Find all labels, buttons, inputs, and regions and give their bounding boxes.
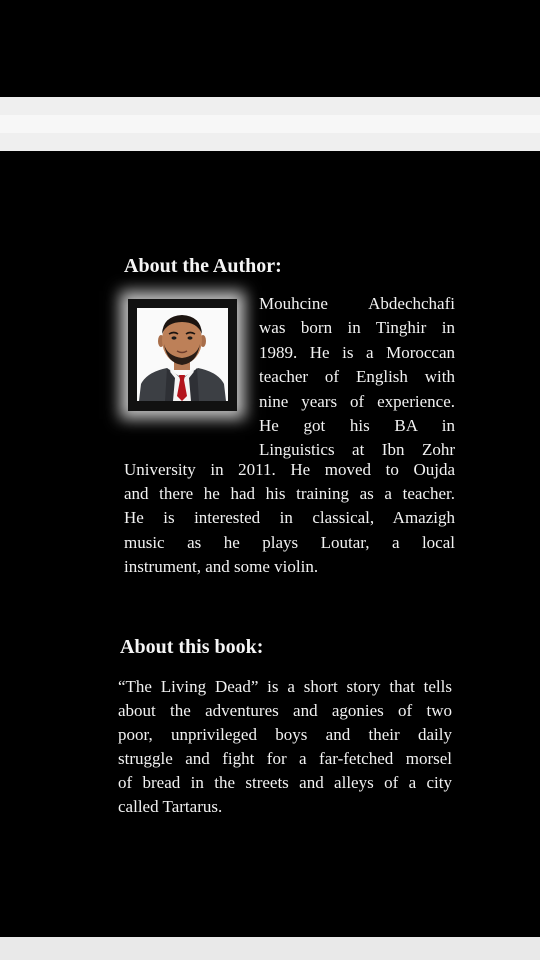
author-bio-line: Linguistics at Ibn Zohr — [259, 440, 455, 460]
author-bio-line: Mouhcine Abdechchafi — [259, 294, 455, 313]
book-description — [118, 675, 452, 819]
author-bio-line: nine years of experience. — [259, 391, 455, 411]
previous-page-black-area — [0, 0, 540, 97]
author-bio-line: teacher of English with — [259, 367, 455, 387]
book-description-line: about the adventures and agonies of two — [118, 701, 452, 720]
book-description-line: of bread in the streets and alleys of a city — [118, 773, 452, 792]
author-bio-line: was born in Tinghir in — [259, 318, 455, 338]
author-bio-line: University in 2011. He moved to Oujda — [124, 460, 455, 479]
book-description-line: struggle and fight for a far-fetched morsel — [118, 749, 452, 768]
author-bio-line: music as he plays Loutar, a local — [124, 532, 455, 552]
author-bio-line: instrument, and some violin. — [124, 556, 319, 576]
back-cover-page — [0, 151, 540, 937]
page-gap — [0, 97, 540, 151]
author-photo-frame — [128, 299, 237, 411]
book-description-line: poor, unprivileged boys and their daily — [118, 725, 452, 744]
author-bio-beside-photo — [259, 292, 455, 463]
author-bio-line: 1989. He is a Moroccan — [259, 342, 455, 362]
author-bio-line: He is interested in classical, Amazigh — [124, 508, 455, 528]
author-bio-full-width — [124, 458, 455, 579]
author-bio-line: He got his BA in — [259, 415, 455, 435]
page-separator-sheet — [0, 115, 540, 133]
next-page-gap — [0, 937, 540, 960]
author-photo — [137, 308, 228, 401]
about-author-heading: About the Author: — [124, 255, 282, 277]
about-book-heading: About this book: — [120, 636, 264, 658]
book-description-line: called Tartarus. — [118, 797, 223, 816]
author-bio-line: and there he had his training as a teacher. — [124, 484, 455, 504]
book-description-line: “The Living Dead” is a short story that tells — [118, 677, 452, 696]
